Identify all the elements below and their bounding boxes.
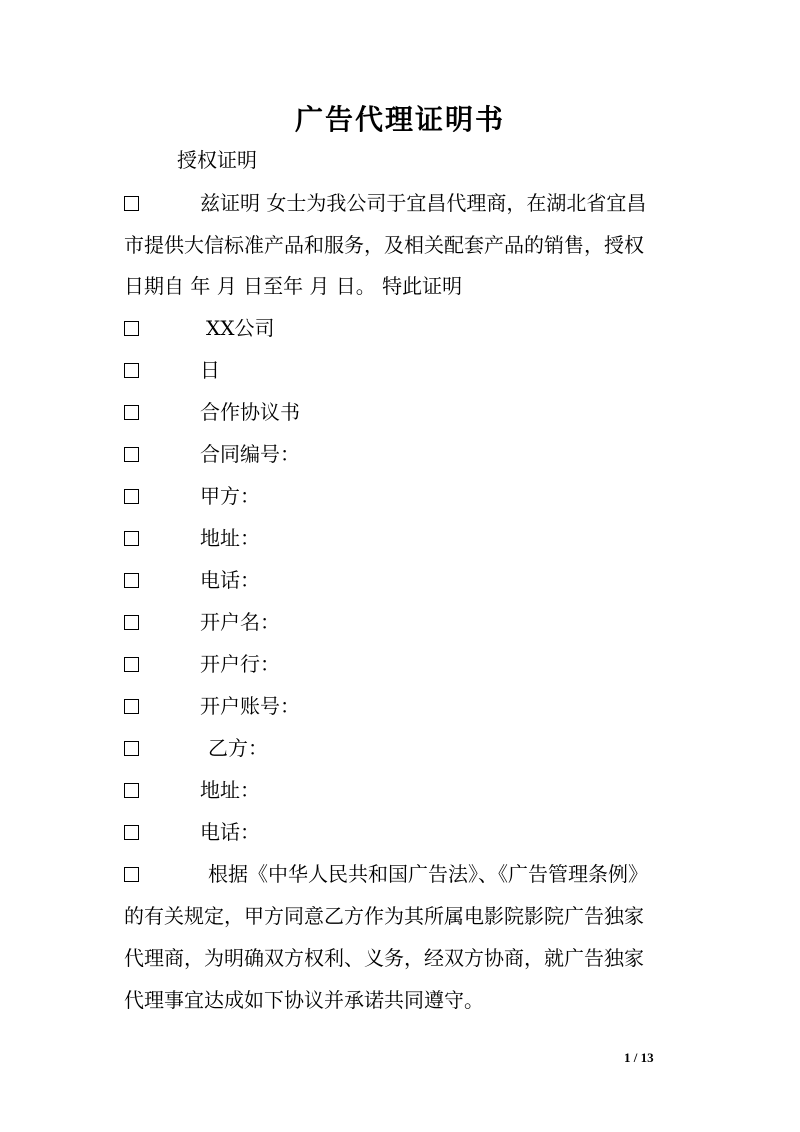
- cert-line-2: 市提供大信标准产品和服务，及相关配套产品的销售，授权: [124, 233, 644, 257]
- checkbox[interactable]: [124, 363, 139, 378]
- checkbox[interactable]: [124, 867, 139, 882]
- list-item: 地址：: [200, 778, 260, 802]
- list-item: 开户名：: [200, 610, 280, 634]
- law-line-1: 根据《中华人民共和国广告法》、《广告管理条例》: [208, 862, 648, 886]
- document-title: 广告代理证明书: [294, 103, 505, 136]
- subheading: 授权证明: [177, 148, 257, 172]
- checkbox[interactable]: [124, 783, 139, 798]
- page-number: 1 / 13: [624, 1050, 654, 1065]
- list-item: 日: [200, 358, 220, 382]
- cert-line-3: 日期自 年 月 日至年 月 日。 特此证明: [124, 274, 463, 298]
- checkbox[interactable]: [124, 321, 139, 336]
- cert-line-1: 兹证明 女士为我公司于宜昌代理商，在湖北省宜昌: [200, 191, 647, 215]
- checkbox[interactable]: [124, 615, 139, 630]
- law-line-3: 代理商，为明确双方权利、义务，经双方协商，就广告独家: [124, 946, 644, 970]
- checkbox[interactable]: [124, 447, 139, 462]
- checkbox[interactable]: [124, 196, 139, 211]
- law-line-4: 代理事宜达成如下协议并承诺共同遵守。: [124, 988, 484, 1012]
- checkbox[interactable]: [124, 825, 139, 840]
- checkbox[interactable]: [124, 531, 139, 546]
- list-item: 电话：: [200, 568, 260, 592]
- list-item: 开户账号：: [200, 694, 300, 718]
- list-item: 合作协议书: [200, 400, 300, 424]
- list-item: 甲方：: [200, 484, 260, 508]
- checkbox[interactable]: [124, 741, 139, 756]
- list-item: 开户行：: [200, 652, 280, 676]
- list-item: 合同编号：: [200, 442, 300, 466]
- checkbox[interactable]: [124, 405, 139, 420]
- checkbox[interactable]: [124, 489, 139, 504]
- law-line-2: 的有关规定，甲方同意乙方作为其所属电影院影院广告独家: [124, 904, 644, 928]
- checkbox[interactable]: [124, 657, 139, 672]
- list-item: 乙方：: [208, 736, 268, 760]
- list-item: XX公司: [206, 316, 275, 340]
- checkbox[interactable]: [124, 573, 139, 588]
- list-item: 电话：: [200, 820, 260, 844]
- checkbox[interactable]: [124, 699, 139, 714]
- list-item: 地址：: [200, 526, 260, 550]
